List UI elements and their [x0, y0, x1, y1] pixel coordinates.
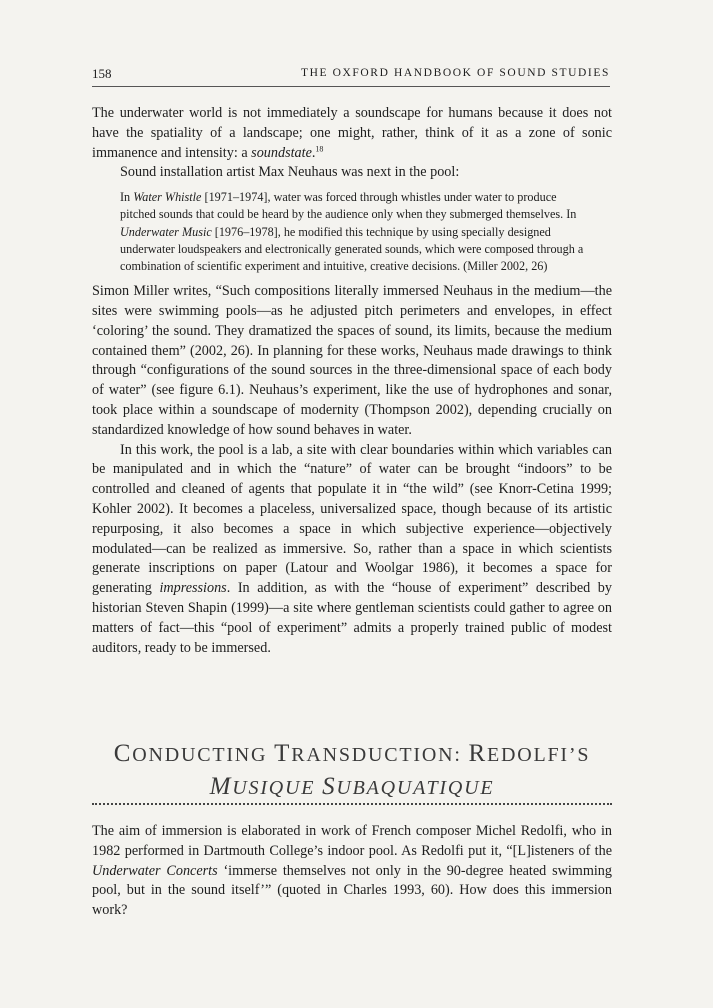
main-text: [92, 104, 612, 658]
page-header: [92, 64, 610, 87]
quote-title-water-whistle: Water Whistle: [133, 190, 202, 205]
section-heading-line-1: [92, 738, 612, 771]
cap-t: T: [274, 740, 292, 767]
paragraph-4-end: . In addition, as with the “house of experiment” described by historian Steven Shapin (1999)—a site where gentleman scientists could gather to agree on matters of fact—this “pool of experiment” admits a properly trained public of modest auditors, ready to be immersed.: [92, 580, 612, 656]
running-head: THE OXFORD HANDBOOK OF SOUND STUDIES: [300, 67, 610, 79]
paragraph-1: [92, 104, 612, 163]
section-heading-line-2: [92, 771, 612, 804]
word-usique: USIQUE: [232, 777, 323, 799]
cap-s: S: [322, 773, 337, 800]
paragraph-4-text: In this work, the pool is a lab, a site with clear boundaries within which variables can be manipulated and in which the “nature” of water can be brought “indoors” to be controlled and cleaned of agents that populate it in “the wild” (see Knorr-Cetina 1999; Kohler 2002). It becomes a placeless, universalized space, though because of its artistic repurposing, it also becomes a space in which subjective experience—objectively modulated—can be realized as immersive. So, rather than a space in which scientists generate inscriptions on paper (Latour and Woolgar 1986), it becomes a space for generating: [92, 441, 612, 597]
paragraph-5-end: ‘immerse themselves not only in the 90-degree heated swimming pool, but in the sound itself’” (quoted in Charles 1993, 60). How does this immersion work?: [92, 862, 612, 919]
soundstate-term: soundstate: [251, 144, 312, 161]
word-ubaquatique: UBAQUATIQUE: [336, 777, 495, 799]
paragraph-5-text: The aim of immersion is elaborated in work of French composer Michel Redolfi, who in 1982 performed in Dartmouth College’s indoor pool. As Redolfi put it, “[L]isteners of the: [92, 823, 612, 859]
quote-text-a: In: [120, 190, 134, 205]
underwater-concerts-title: Underwater Concerts: [92, 862, 218, 879]
cap-m: M: [209, 773, 233, 800]
quote-text-e: [1976–1978], he modified this technique by using specially designed underwater loudspeakers and electronically generated sounds, which were composed through a combination of scientific experiment and intuitive, creative decisions. (Miller 2002, 26): [120, 224, 584, 273]
impressions-term: impressions: [159, 580, 227, 597]
word-edolfis: EDOLFI’S: [486, 744, 591, 766]
page-number: 158: [92, 66, 112, 81]
paragraph-1-end: .: [311, 144, 316, 161]
cap-r: R: [468, 740, 487, 767]
block-quote: [120, 189, 612, 275]
quote-title-underwater-music: Underwater Music: [120, 224, 212, 239]
paragraph-3: Simon Miller writes, “Such compositions literally immersed Neuhaus in the medium—the sites were swimming pools—as he adjusted pitch perimeters and envelopes, in effect ‘coloring’ the sound. They dramatized the spaces of sound, its limits, because the medium contained them” (2002, 26). In planning for these works, Neuhaus made drawings to think through “configurations of the sound sources in the three-dimensional space of each body of water” (see figure 6.1). Neuhaus’s experiment, like the use of hydrophones and sonar, took place within a soundscape of modernity (Thompson 2002), depending crucially on standardized knowledge of how sound behaves in water.: [92, 283, 612, 438]
footnote-marker: 18: [315, 143, 324, 153]
cap-c: C: [113, 740, 133, 767]
paragraph-1-text: The underwater world is not immediately a soundscape for humans because it does not have the spatiality of a landscape; one might, rather, think of it as a zone of sonic immanence and intensity: a: [92, 105, 612, 161]
word-ransduction: RANSDUCTION:: [291, 744, 469, 766]
paragraph-2: Sound installation artist Max Neuhaus was next in the pool:: [120, 164, 460, 181]
quote-text-c: [1971–1974], water was forced through whistles under water to produce pitched sounds that could be heard by the audience only when they submerged themselves. In: [120, 190, 577, 222]
paragraph-5: [92, 822, 612, 921]
dotted-rule: [92, 803, 612, 805]
section-text: [92, 822, 612, 921]
section-heading: [92, 738, 612, 804]
paragraph-4: [92, 441, 612, 659]
word-onducting: ONDUCTING: [132, 744, 275, 766]
